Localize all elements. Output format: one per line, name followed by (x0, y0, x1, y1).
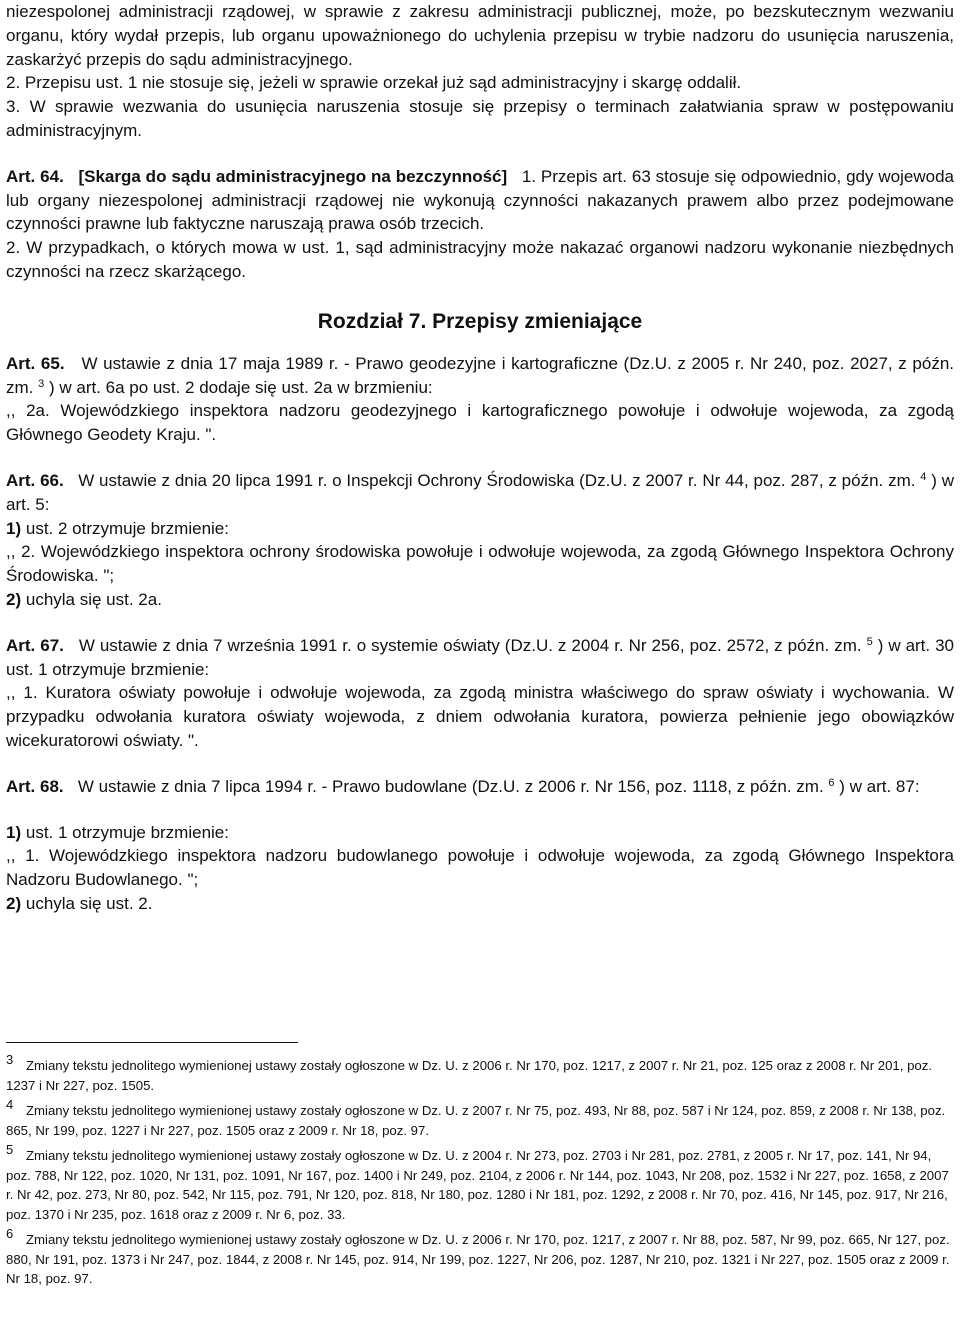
art63-paragraph-3: 3. W sprawie wezwania do usunięcia naruszenia stosuje się przepisy o terminach załatwiania spraw w postępowaniu administracyjnym. (6, 97, 954, 140)
art66-item-1 (6, 517, 954, 541)
document-page (6, 0, 954, 916)
footnote-text: Zmiany tekstu jednolitego wymienionej ustawy zostały ogłoszone w Dz. U. z 2004 r. Nr 273, poz. 2703 i Nr 281, poz. 2781, z 2005 r. Nr 17, poz. 141, Nr 94, poz. 788, Nr 122, poz. 1020, Nr 131, poz. 1091, Nr 167, poz. 1400 i Nr 249, poz. 2104, z 2006 r. Nr 144, poz. 1043, Nr 208, poz. 1532 i Nr 227, poz. 1658, z 2007 r. Nr 42, poz. 273, Nr 80, poz. 542, Nr 115, poz. 791, Nr 120, poz. 818, Nr 180, poz. 1280 i Nr 181, poz. 1292, z 2008 r. Nr 70, poz. 416, Nr 145, poz. 917, Nr 216, poz. 1370 i Nr 235, poz. 1618 oraz z 2009 r. Nr 6, poz. 33. (6, 1148, 949, 1222)
art67-text-b: ) w art. 30 ust. 1 otrzymuje brzmienie: (6, 635, 955, 679)
art63-paragraph-1: niezespolonej administracji rządowej, w sprawie z zakresu administracji publicznej, może, po bezskutecznym wezwaniu organu, który wydał przepis, lub organu upoważnionego do uchylenia przepisu w trybie nadzoru do usunięcia naruszenia, zaskarżyć przepis do sądu administracyjnego. (6, 2, 954, 69)
art63-paragraph-2: 2. Przepisu ust. 1 nie stosuje się, jeżeli w sprawie orzekał już sąd administracyjny i skargę oddalił. (6, 73, 742, 93)
art66-item-1-number: 1) (6, 518, 22, 538)
chapter-heading: Rozdział 7. Przepisy zmieniające (317, 309, 643, 333)
footnote-ref-6[interactable]: 6 (828, 776, 835, 789)
footnote-number: 3 (6, 1052, 14, 1067)
art66-text-b: ) w art. 5: (6, 470, 955, 514)
footnote-number: 6 (6, 1226, 14, 1241)
footnote-number: 4 (6, 1097, 14, 1112)
footnote-text: Zmiany tekstu jednolitego wymienionej ustawy zostały ogłoszone w Dz. U. z 2006 r. Nr 170, poz. 1217, z 2007 r. Nr 21, poz. 125 oraz z 2008 r. Nr 201, poz. 1237 i Nr 227, poz. 1505. (6, 1058, 933, 1093)
art64-paragraph-2: 2. W przypadkach, o których mowa w ust. 1, sąd administracyjny może nakazać organowi nadzoru wykonanie niezbędnych czynności na rzecz skarżącego. (6, 238, 954, 281)
art66-paragraph (6, 469, 954, 517)
art66-text-a: W ustawie z dnia 20 lipca 1991 r. o Inspekcji Ochrony Środowiska (Dz.U. z 2007 r. Nr 44, poz. 287, z późn. zm. (78, 470, 916, 490)
art68-paragraph (6, 775, 954, 799)
footnote-ref-4[interactable]: 4 (920, 470, 927, 483)
art67-text-a: W ustawie z dnia 7 września 1991 r. o systemie oświaty (Dz.U. z 2004 r. Nr 256, poz. 2572, z późn. zm. (78, 635, 862, 655)
art68-item-2-text: uchyla się ust. 2. (25, 893, 153, 913)
art68-quote: ,, 1. Wojewódzkiego inspektora nadzoru budowlanego powołuje i odwołuje wojewoda, za zgodą Głównego Inspektora Nadzoru Budowlanego. "; (6, 846, 954, 890)
art67-label: Art. 67. (6, 635, 64, 655)
art64-title: [Skarga do sądu administracyjnego na bezczynność] (78, 166, 508, 186)
art68-text-b: ) w art. 87: (839, 776, 920, 796)
art68-item-2 (6, 892, 954, 916)
art68-text-a: W ustawie z dnia 7 lipca 1994 r. - Prawo budowlane (Dz.U. z 2006 r. Nr 156, poz. 1118, z późn. zm. (77, 776, 824, 796)
art66-item-1-text: ust. 2 otrzymuje brzmienie: (25, 518, 229, 538)
art65-quote: ,, 2a. Wojewódzkiego inspektora nadzoru geodezyjnego i kartograficznego powołuje i odwołuje wojewoda, za zgodą Głównego Geodety Kraju. ". (6, 401, 954, 445)
footnotes (6, 1050, 950, 1289)
art68-item-1-text: ust. 1 otrzymuje brzmienie: (25, 822, 229, 842)
footnote-3 (6, 1050, 950, 1095)
art65-text-b: ) w art. 6a po ust. 2 dodaje się ust. 2a w brzmieniu: (48, 377, 433, 397)
art68-item-1-number: 1) (6, 822, 22, 842)
art64-label: Art. 64. (6, 166, 64, 186)
art66-quote: ,, 2. Wojewódzkiego inspektora ochrony środowiska powołuje i odwołuje wojewoda, za zgodą Głównego Inspektora Ochrony Środowiska. "; (6, 542, 954, 586)
art68-item-1 (6, 821, 954, 845)
footnote-ref-5[interactable]: 5 (866, 635, 873, 648)
art65-paragraph (6, 352, 954, 400)
footnote-separator (6, 1042, 298, 1043)
art66-item-2-number: 2) (6, 589, 22, 609)
footnote-5 (6, 1140, 950, 1224)
art64-text: 1. Przepis art. 63 stosuje się odpowiednio, gdy wojewoda lub organy niezespolonej administracji rządowej nie wykonują czynności nakazanych prawem albo przez podejmowane czynności prawne lub faktyczne naruszają prawa osób trzecich. (6, 166, 954, 234)
art66-label: Art. 66. (6, 470, 64, 490)
art67-paragraph (6, 634, 954, 682)
art66-item-2 (6, 588, 954, 612)
art65-label: Art. 65. (6, 353, 65, 373)
art64-paragraph-1 (6, 165, 954, 236)
art68-label: Art. 68. (6, 776, 64, 796)
art67-quote: ,, 1. Kuratora oświaty powołuje i odwołuje wojewoda, za zgodą ministra właściwego do spraw oświaty i wychowania. W przypadku odwołania kuratora oświaty wojewoda, z dniem odwołania kuratora, powierza pełnienie jego obowiązków wicekuratorowi oświaty. ". (6, 683, 954, 750)
footnote-6 (6, 1224, 950, 1289)
footnote-ref-3[interactable]: 3 (38, 377, 45, 390)
footnote-text: Zmiany tekstu jednolitego wymienionej ustawy zostały ogłoszone w Dz. U. z 2006 r. Nr 170, poz. 1217, z 2007 r. Nr 88, poz. 587, Nr 99, poz. 665, Nr 127, poz. 880, Nr 191, poz. 1373 i Nr 247, poz. 1844, z 2008 r. Nr 145, poz. 914, Nr 199, poz. 1227, Nr 206, poz. 1287, Nr 210, poz. 1321 i Nr 227, poz. 1505 oraz z 2009 r. Nr 18, poz. 97. (6, 1232, 950, 1286)
footnote-text: Zmiany tekstu jednolitego wymienionej ustawy zostały ogłoszone w Dz. U. z 2007 r. Nr 75, poz. 493, Nr 88, poz. 587 i Nr 124, poz. 859, z 2008 r. Nr 138, poz. 865, Nr 199, poz. 1227 i Nr 227, poz. 1505 oraz z 2009 r. Nr 18, poz. 97. (6, 1103, 946, 1138)
footnote-number: 5 (6, 1142, 14, 1157)
art65-text-a: W ustawie z dnia 17 maja 1989 r. - Prawo geodezyjne i kartograficzne (Dz.U. z 2005 r. Nr 240, poz. 2027, z późn. zm. (6, 353, 955, 397)
footnote-4 (6, 1095, 950, 1140)
art66-item-2-text: uchyla się ust. 2a. (25, 589, 162, 609)
art68-item-2-number: 2) (6, 893, 22, 913)
